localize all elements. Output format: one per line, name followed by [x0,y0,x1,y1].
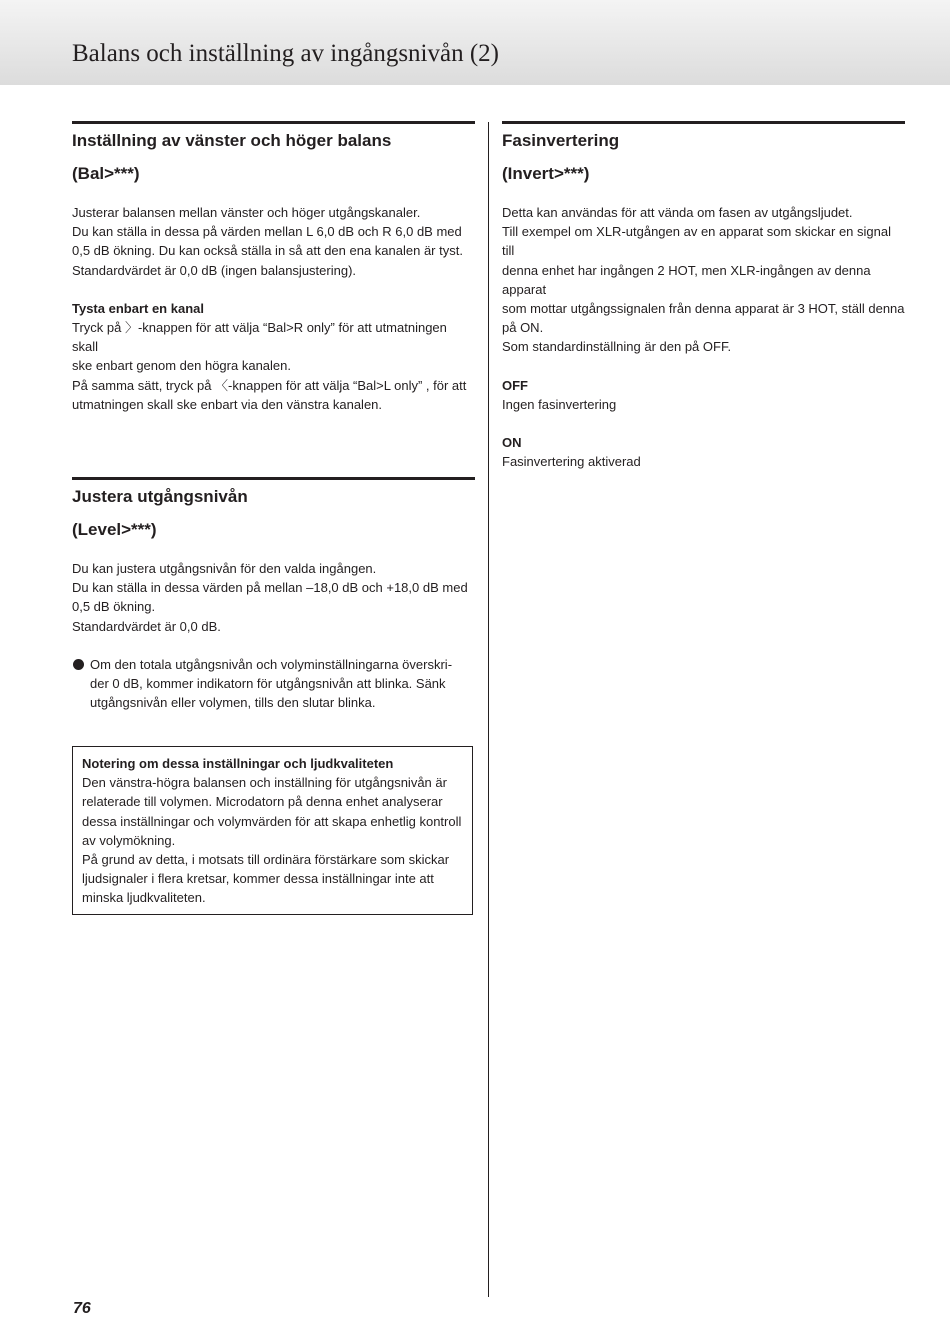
invert-subheading: (Invert>***) [502,164,590,183]
note-title: Notering om dessa inställningar och ljudkvaliteten [82,756,394,771]
text-line: Justerar balansen mellan vänster och höger utgångskanaler. [72,205,421,220]
text-line: utgångsnivån eller volymen, tills den slutar blinka. [90,695,376,711]
mute-channel-title: Tysta enbart en kanal [72,300,204,316]
text-line: relaterade till volymen. Microdatorn på denna enhet analyserar [82,794,443,810]
text-line: på ON. [502,320,544,336]
text-line: Tryck på 〉-knappen för att välja “Bal>R only” för att utmatningen skall [72,320,447,355]
text-line: Som standardinställning är den på OFF. [502,339,732,355]
text-line: som mottar utgångssignalen från denna apparat är 3 HOT, ställ denna [502,301,905,317]
off-description: Ingen fasinvertering [502,396,617,412]
text-line: minska ljudkvaliteten. [82,890,206,906]
balance-description [72,203,475,280]
invert-section [502,121,905,471]
text-line: På samma sätt, tryck på 〈-knappen för att välja “Bal>L only” , för att [72,377,467,393]
balance-section [72,121,475,414]
balance-heading: Inställning av vänster och höger balans [72,131,392,150]
column-divider [488,122,489,1297]
invert-off-option [502,376,905,414]
invert-heading: Fasinvertering [502,131,620,150]
off-label: OFF [502,377,528,393]
section-rule [502,121,905,124]
text-line: denna enhet har ingången 2 HOT, men XLR-ingången av denna apparat [502,262,871,297]
text-line: Du kan ställa in dessa värden på mellan –18,0 dB och +18,0 dB med [72,580,468,596]
bullet-icon [73,659,84,670]
level-description [72,559,475,636]
level-section [72,477,475,712]
section-rule [72,121,475,124]
level-warning-bullet [72,655,475,713]
text-line: Du kan justera utgångsnivån för den valda ingången. [72,561,377,576]
text-line: der 0 dB, kommer indikatorn för utgångsnivån att blinka. Sänk [90,676,446,692]
mute-channel-block [72,299,475,414]
invert-on-option [502,433,905,471]
text-line: av volymökning. [82,832,176,848]
text-line: ljudsignaler i flera kretsar, kommer dessa inställningar inte att [82,871,434,887]
text-line: På grund av detta, i motsats till ordinära förstärkare som skickar [82,852,450,868]
on-label: ON [502,435,522,451]
invert-description [502,203,905,357]
text-line: utmatningen skall ske enbart via den vänstra kanalen. [72,396,383,412]
level-subheading: (Level>***) [72,520,157,539]
text-line: Till exempel om XLR-utgången av en apparat som skickar en signal till [502,224,891,259]
text-line: ske enbart genom den högra kanalen. [72,358,291,374]
text-line: Standardvärdet är 0,0 dB. [72,618,221,634]
text-line: 0,5 dB ökning. [72,599,156,615]
text-line: Om den totala utgångsnivån och volyminställningarna överskri- [90,656,453,672]
text-line: dessa inställningar och volymvärden för att skapa enhetlig kontroll [82,813,462,829]
note-box [72,746,473,915]
page-title: Balans och inställning av ingångsnivån (2) [72,40,500,67]
level-heading: Justera utgångsnivån [72,487,248,506]
balance-subheading: (Bal>***) [72,164,140,183]
text-line: Du kan ställa in dessa på värden mellan L 6,0 dB och R 6,0 dB med [72,224,462,240]
on-description: Fasinvertering aktiverad [502,454,641,470]
text-line: Den vänstra-högra balansen och inställning för utgångsnivån är [82,775,447,791]
section-rule [72,477,475,480]
text-line: 0,5 dB ökning. Du kan också ställa in så att den ena kanalen är tyst. [72,243,463,259]
page-number: 76 [73,1300,91,1317]
text-line: Detta kan användas för att vända om fasen av utgångsljudet. [502,205,853,220]
text-line: Standardvärdet är 0,0 dB (ingen balansjustering). [72,262,357,278]
